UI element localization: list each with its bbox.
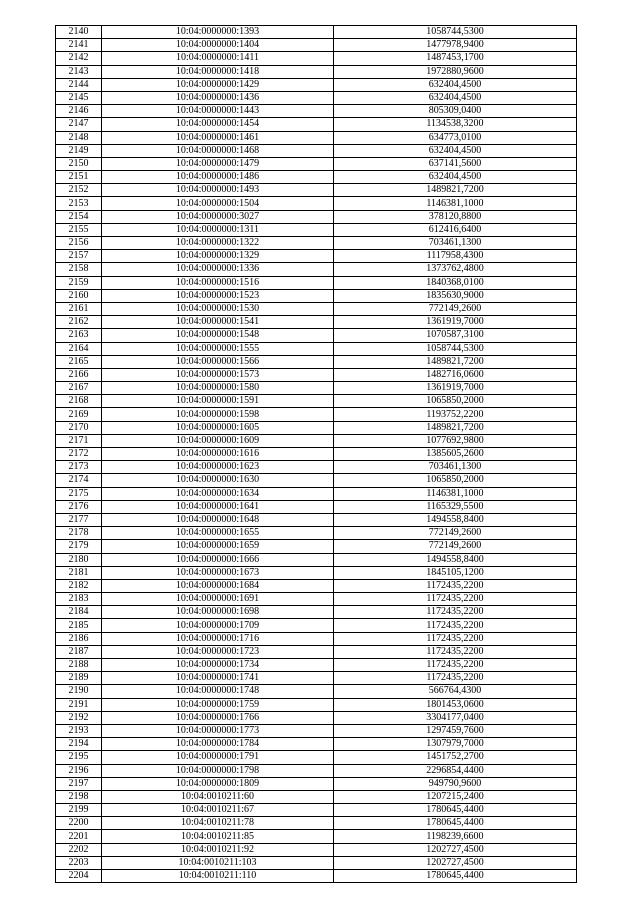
cadastral-number-cell: 10:04:0010211:78 [102,817,334,830]
table-row [56,355,577,368]
table-row [56,289,577,302]
table-row [56,659,577,672]
cadastral-value-cell: 1065850,2000 [334,474,577,487]
table-row [56,250,577,263]
row-number-cell: 2159 [56,276,102,289]
cadastral-value-cell: 632404,4500 [334,91,577,104]
table-row [56,368,577,381]
cadastral-value-cell: 1487453,1700 [334,52,577,65]
table-row [56,777,577,790]
row-number-cell: 2165 [56,355,102,368]
row-number-cell: 2156 [56,237,102,250]
cadastral-value-cell: 1489821,7200 [334,184,577,197]
row-number-cell: 2157 [56,250,102,263]
row-number-cell: 2170 [56,421,102,434]
cadastral-number-cell: 10:04:0010211:103 [102,856,334,869]
table-row [56,461,577,474]
cadastral-number-cell: 10:04:0000000:1766 [102,711,334,724]
cadastral-number-cell: 10:04:0000000:1609 [102,434,334,447]
table-row [56,434,577,447]
row-number-cell: 2161 [56,302,102,315]
cadastral-number-cell: 10:04:0000000:1716 [102,632,334,645]
cadastral-value-cell: 566764,4300 [334,685,577,698]
cadastral-number-cell: 10:04:0000000:1616 [102,448,334,461]
cadastral-value-cell: 703461,1300 [334,461,577,474]
table-row [56,316,577,329]
row-number-cell: 2199 [56,804,102,817]
table-row [56,237,577,250]
cadastral-number-cell: 10:04:0000000:1573 [102,368,334,381]
table-row [56,263,577,276]
cadastral-value-cell: 1172435,2200 [334,619,577,632]
table-row [56,500,577,513]
row-number-cell: 2151 [56,171,102,184]
cadastral-number-cell: 10:04:0000000:1429 [102,78,334,91]
row-number-cell: 2184 [56,606,102,619]
cadastral-number-cell: 10:04:0000000:1673 [102,566,334,579]
table-row [56,685,577,698]
table-row [56,197,577,210]
table-row [56,870,577,883]
cadastral-value-cell: 1146381,1000 [334,197,577,210]
cadastral-number-cell: 10:04:0000000:1773 [102,724,334,737]
cadastral-value-cell: 1058744,5300 [334,342,577,355]
table-row [56,619,577,632]
cadastral-number-cell: 10:04:0000000:1461 [102,131,334,144]
cadastral-value-cell: 632404,4500 [334,171,577,184]
cadastral-number-cell: 10:04:0000000:1555 [102,342,334,355]
row-number-cell: 2155 [56,223,102,236]
table-row [56,553,577,566]
row-number-cell: 2187 [56,645,102,658]
table-row [56,593,577,606]
cadastral-number-cell: 10:04:0000000:1454 [102,118,334,131]
cadastral-value-cell: 1117958,4300 [334,250,577,263]
cadastral-value-cell: 632404,4500 [334,144,577,157]
cadastral-number-cell: 10:04:0000000:1436 [102,91,334,104]
row-number-cell: 2196 [56,764,102,777]
cadastral-value-cell: 1070587,3100 [334,329,577,342]
row-number-cell: 2181 [56,566,102,579]
cadastral-number-cell: 10:04:0000000:1648 [102,513,334,526]
row-number-cell: 2202 [56,843,102,856]
row-number-cell: 2167 [56,382,102,395]
row-number-cell: 2168 [56,395,102,408]
cadastral-value-cell: 1477978,9400 [334,39,577,52]
cadastral-value-cell: 1198239,6600 [334,830,577,843]
cadastral-value-cell: 1840368,0100 [334,276,577,289]
cadastral-number-cell: 10:04:0000000:1504 [102,197,334,210]
cadastral-value-cell: 1172435,2200 [334,672,577,685]
table-row [56,487,577,500]
row-number-cell: 2176 [56,500,102,513]
table-row [56,724,577,737]
row-number-cell: 2140 [56,26,102,39]
cadastral-number-cell: 10:04:0000000:1404 [102,39,334,52]
cadastral-value-cell: 1134538,3200 [334,118,577,131]
table-row [56,26,577,39]
row-number-cell: 2197 [56,777,102,790]
cadastral-value-cell: 1058744,5300 [334,26,577,39]
row-number-cell: 2174 [56,474,102,487]
cadastral-value-cell: 772149,2600 [334,302,577,315]
row-number-cell: 2204 [56,870,102,883]
row-number-cell: 2147 [56,118,102,131]
cadastral-number-cell: 10:04:0010211:67 [102,804,334,817]
row-number-cell: 2178 [56,527,102,540]
table-row [56,606,577,619]
table-row [56,421,577,434]
row-number-cell: 2182 [56,579,102,592]
cadastral-number-cell: 10:04:0000000:1698 [102,606,334,619]
cadastral-value-cell: 1172435,2200 [334,659,577,672]
table-row [56,157,577,170]
row-number-cell: 2150 [56,157,102,170]
cadastral-number-cell: 10:04:0000000:1734 [102,659,334,672]
cadastral-number-cell: 10:04:0000000:1623 [102,461,334,474]
table-row [56,645,577,658]
row-number-cell: 2145 [56,91,102,104]
cadastral-number-cell: 10:04:0000000:1393 [102,26,334,39]
cadastral-value-cell: 1482716,0600 [334,368,577,381]
table-row [56,342,577,355]
cadastral-number-cell: 10:04:0000000:1684 [102,579,334,592]
cadastral-number-cell: 10:04:0000000:1809 [102,777,334,790]
cadastral-number-cell: 10:04:0000000:1493 [102,184,334,197]
row-number-cell: 2198 [56,790,102,803]
cadastral-number-cell: 10:04:0000000:1598 [102,408,334,421]
cadastral-number-cell: 10:04:0000000:1311 [102,223,334,236]
row-number-cell: 2148 [56,131,102,144]
cadastral-value-cell: 772149,2600 [334,527,577,540]
table-row [56,474,577,487]
table-row [56,804,577,817]
cadastral-value-cell: 1361919,7000 [334,316,577,329]
table-row [56,131,577,144]
row-number-cell: 2193 [56,724,102,737]
cadastral-value-cell: 1307979,7000 [334,738,577,751]
cadastral-value-cell: 703461,1300 [334,237,577,250]
table-row [56,579,577,592]
cadastral-number-cell: 10:04:0000000:1541 [102,316,334,329]
cadastral-number-cell: 10:04:0000000:1468 [102,144,334,157]
cadastral-number-cell: 10:04:0000000:1486 [102,171,334,184]
cadastral-number-cell: 10:04:0000000:1548 [102,329,334,342]
row-number-cell: 2141 [56,39,102,52]
cadastral-value-cell: 1172435,2200 [334,632,577,645]
table-row [56,856,577,869]
table-row [56,632,577,645]
cadastral-value-cell: 1780645,4400 [334,870,577,883]
row-number-cell: 2154 [56,210,102,223]
cadastral-value-cell: 1494558,8400 [334,513,577,526]
cadastral-number-cell: 10:04:0000000:1516 [102,276,334,289]
row-number-cell: 2160 [56,289,102,302]
cadastral-number-cell: 10:04:0000000:1655 [102,527,334,540]
cadastral-number-cell: 10:04:0010211:60 [102,790,334,803]
cadastral-value-cell: 1297459,7600 [334,724,577,737]
row-number-cell: 2152 [56,184,102,197]
row-number-cell: 2153 [56,197,102,210]
cadastral-number-cell: 10:04:0010211:110 [102,870,334,883]
table-row [56,65,577,78]
row-number-cell: 2194 [56,738,102,751]
cadastral-value-cell: 1489821,7200 [334,421,577,434]
table-row [56,751,577,764]
cadastral-value-cell: 772149,2600 [334,540,577,553]
row-number-cell: 2171 [56,434,102,447]
table-row [56,276,577,289]
cadastral-value-cell: 1801453,0600 [334,698,577,711]
cadastral-value-cell: 1373762,4800 [334,263,577,276]
row-number-cell: 2183 [56,593,102,606]
row-number-cell: 2189 [56,672,102,685]
row-number-cell: 2169 [56,408,102,421]
row-number-cell: 2164 [56,342,102,355]
cadastral-value-cell: 1202727,4500 [334,843,577,856]
row-number-cell: 2179 [56,540,102,553]
table-row [56,91,577,104]
cadastral-number-cell: 10:04:0000000:3027 [102,210,334,223]
cadastral-number-cell: 10:04:0000000:1443 [102,105,334,118]
cadastral-number-cell: 10:04:0000000:1336 [102,263,334,276]
table-row [56,698,577,711]
cadastral-value-cell: 949790,9600 [334,777,577,790]
cadastral-value-cell: 1489821,7200 [334,355,577,368]
cadastral-value-cell: 1780645,4400 [334,817,577,830]
table-row [56,223,577,236]
row-number-cell: 2203 [56,856,102,869]
cadastral-number-cell: 10:04:0000000:1580 [102,382,334,395]
row-number-cell: 2192 [56,711,102,724]
row-number-cell: 2188 [56,659,102,672]
table-body [56,26,577,883]
cadastral-value-cell: 2296854,4400 [334,764,577,777]
cadastral-number-cell: 10:04:0000000:1530 [102,302,334,315]
table-row [56,78,577,91]
cadastral-number-cell: 10:04:0000000:1709 [102,619,334,632]
cadastral-value-cell: 1146381,1000 [334,487,577,500]
cadastral-value-cell: 1172435,2200 [334,606,577,619]
cadastral-number-cell: 10:04:0000000:1329 [102,250,334,263]
table-row [56,105,577,118]
cadastral-number-cell: 10:04:0000000:1723 [102,645,334,658]
table-row [56,843,577,856]
cadastral-value-cell: 1065850,2000 [334,395,577,408]
table-row [56,395,577,408]
cadastral-number-cell: 10:04:0000000:1691 [102,593,334,606]
cadastral-value-cell: 1165329,5500 [334,500,577,513]
row-number-cell: 2143 [56,65,102,78]
table-row [56,184,577,197]
cadastral-value-cell: 1207215,2400 [334,790,577,803]
table-row [56,118,577,131]
row-number-cell: 2177 [56,513,102,526]
cadastral-number-cell: 10:04:0000000:1322 [102,237,334,250]
table-row [56,513,577,526]
table-row [56,408,577,421]
cadastral-value-cell: 637141,5600 [334,157,577,170]
cadastral-value-cell: 1835630,9000 [334,289,577,302]
row-number-cell: 2162 [56,316,102,329]
cadastral-value-cell: 1361919,7000 [334,382,577,395]
cadastral-number-cell: 10:04:0000000:1523 [102,289,334,302]
row-number-cell: 2185 [56,619,102,632]
table-row [56,382,577,395]
cadastral-value-cell: 612416,6400 [334,223,577,236]
cadastral-number-cell: 10:04:0000000:1591 [102,395,334,408]
table-row [56,764,577,777]
cadastral-value-table [55,25,577,883]
cadastral-number-cell: 10:04:0000000:1759 [102,698,334,711]
cadastral-value-cell: 1845105,1200 [334,566,577,579]
cadastral-value-cell: 632404,4500 [334,78,577,91]
table-row [56,527,577,540]
row-number-cell: 2186 [56,632,102,645]
cadastral-value-cell: 1193752,2200 [334,408,577,421]
table-row [56,302,577,315]
cadastral-number-cell: 10:04:0000000:1418 [102,65,334,78]
cadastral-number-cell: 10:04:0000000:1666 [102,553,334,566]
table-row [56,672,577,685]
cadastral-value-cell: 1451752,2700 [334,751,577,764]
row-number-cell: 2191 [56,698,102,711]
row-number-cell: 2163 [56,329,102,342]
row-number-cell: 2180 [56,553,102,566]
table-row [56,738,577,751]
row-number-cell: 2200 [56,817,102,830]
cadastral-number-cell: 10:04:0000000:1659 [102,540,334,553]
table-row [56,817,577,830]
cadastral-number-cell: 10:04:0000000:1798 [102,764,334,777]
row-number-cell: 2201 [56,830,102,843]
cadastral-value-cell: 1172435,2200 [334,579,577,592]
cadastral-value-cell: 1385605,2600 [334,448,577,461]
cadastral-value-cell: 1172435,2200 [334,593,577,606]
table-row [56,39,577,52]
row-number-cell: 2144 [56,78,102,91]
table-row [56,329,577,342]
table-row [56,52,577,65]
cadastral-number-cell: 10:04:0000000:1566 [102,355,334,368]
cadastral-number-cell: 10:04:0000000:1634 [102,487,334,500]
table-row [56,210,577,223]
row-number-cell: 2172 [56,448,102,461]
table-row [56,790,577,803]
row-number-cell: 2146 [56,105,102,118]
cadastral-number-cell: 10:04:0000000:1479 [102,157,334,170]
cadastral-value-cell: 1494558,8400 [334,553,577,566]
table-row [56,540,577,553]
cadastral-value-cell: 1780645,4400 [334,804,577,817]
row-number-cell: 2173 [56,461,102,474]
row-number-cell: 2166 [56,368,102,381]
cadastral-number-cell: 10:04:0000000:1784 [102,738,334,751]
row-number-cell: 2142 [56,52,102,65]
cadastral-value-cell: 1077692,9800 [334,434,577,447]
cadastral-number-cell: 10:04:0000000:1630 [102,474,334,487]
cadastral-value-cell: 1172435,2200 [334,645,577,658]
table-row [56,566,577,579]
table-row [56,830,577,843]
cadastral-value-cell: 1202727,4500 [334,856,577,869]
cadastral-number-cell: 10:04:0000000:1741 [102,672,334,685]
cadastral-value-cell: 805309,0400 [334,105,577,118]
table-row [56,448,577,461]
cadastral-number-cell: 10:04:0000000:1605 [102,421,334,434]
row-number-cell: 2190 [56,685,102,698]
cadastral-number-cell: 10:04:0010211:85 [102,830,334,843]
row-number-cell: 2175 [56,487,102,500]
cadastral-value-cell: 634773,0100 [334,131,577,144]
cadastral-number-cell: 10:04:0010211:92 [102,843,334,856]
table-row [56,171,577,184]
cadastral-value-cell: 378120,8800 [334,210,577,223]
table-row [56,144,577,157]
cadastral-value-cell: 1972880,9600 [334,65,577,78]
row-number-cell: 2158 [56,263,102,276]
cadastral-number-cell: 10:04:0000000:1791 [102,751,334,764]
cadastral-value-cell: 3304177,0400 [334,711,577,724]
row-number-cell: 2149 [56,144,102,157]
row-number-cell: 2195 [56,751,102,764]
cadastral-number-cell: 10:04:0000000:1748 [102,685,334,698]
table-row [56,711,577,724]
cadastral-number-cell: 10:04:0000000:1411 [102,52,334,65]
cadastral-number-cell: 10:04:0000000:1641 [102,500,334,513]
